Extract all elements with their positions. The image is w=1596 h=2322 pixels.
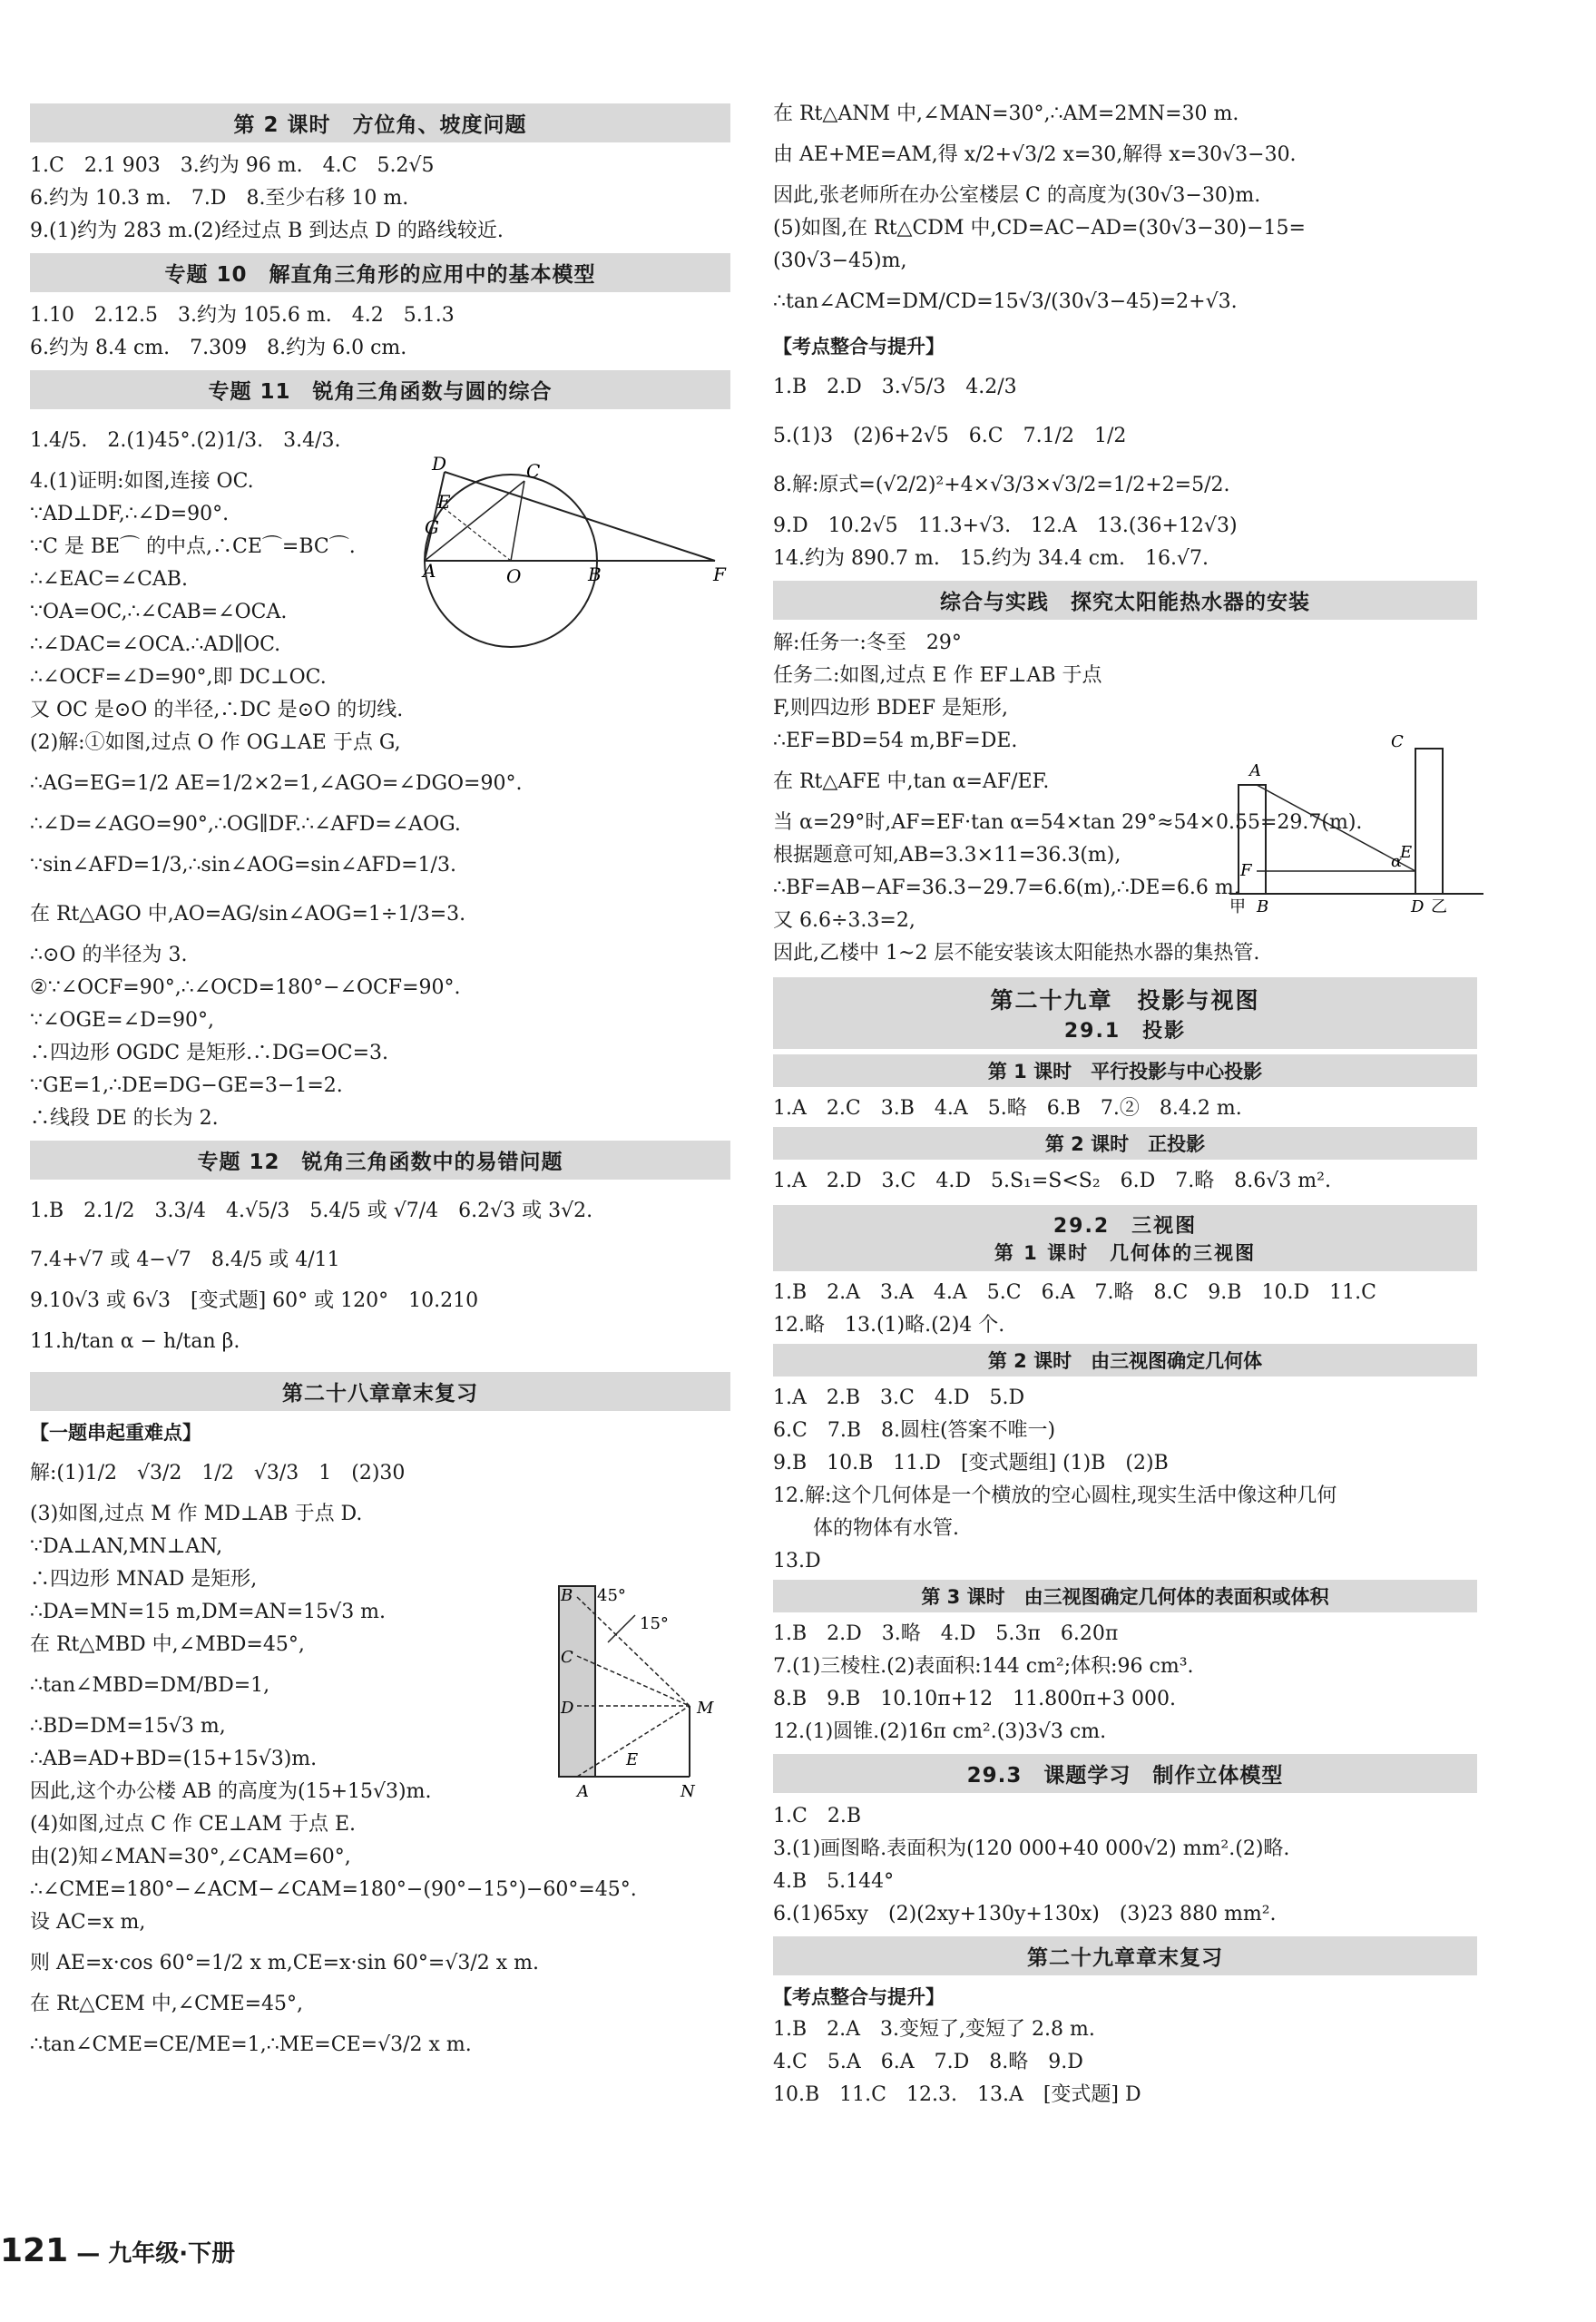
subsection-header: 第 2 课时 正投影 (773, 1127, 1477, 1160)
page-footer (0, 2232, 363, 2269)
section-header-topic12: 专题 12 锐角三角函数中的易错问题 (30, 1141, 730, 1180)
section-header-lesson2: 第 2 课时 方位角、坡度问题 (30, 103, 730, 142)
answer-line: ∴四边形 OGDC 是矩形.∴DG=OC=3. (30, 1042, 389, 1064)
answer-line: 1.B 2.D 3.略 4.D 5.3π 6.20π (773, 1622, 1119, 1645)
answer-line: 10.B 11.C 12.3. 13.A [变式题] D (773, 2083, 1141, 2106)
answer-line: 1.A 2.D 3.C 4.D 5.S₁=S<S₂ 6.D 7.略 8.6√3 m². (773, 1170, 1331, 1192)
svg-text:F: F (713, 563, 726, 585)
answer-line: 在 Rt△ANM 中,∠MAN=30°,∴AM=2MN=30 m. (773, 103, 1239, 125)
answer-line: 6.(1)65xy (2)(2xy+130y+130x) (3)23 880 mm². (773, 1903, 1277, 1925)
answer-line: (2)解:①如图,过点 O 作 OG⊥AE 于点 G, (30, 731, 401, 754)
answer-line: 1.4/5. 2.(1)45°.(2)1/3. 3.4/3. (30, 429, 341, 452)
section-header-topic11: 专题 11 锐角三角函数与圆的综合 (30, 370, 730, 409)
answer-line: 又 6.6÷3.3=2, (773, 909, 915, 932)
svg-text:N: N (681, 1782, 695, 1801)
svg-text:G: G (425, 516, 439, 538)
answer-line: 9.B 10.B 11.D [变式题组] (1)B (2)B (773, 1452, 1169, 1475)
answer-line: ②∵∠OCF=90°,∴∠OCD=180°−∠OCF=90°. (30, 976, 461, 999)
answer-line: 因此,乙楼中 1~2 层不能安装该太阳能热水器的集热管. (773, 942, 1260, 965)
svg-text:E: E (626, 1750, 639, 1769)
svg-text:C: C (526, 460, 541, 482)
answer-line: 解:(1)1/2 √3/2 1/2 √3/3 1 (2)30 (30, 1462, 406, 1484)
answer-line: 9.(1)约为 283 m.(2)经过点 B 到达点 D 的路线较近. (30, 220, 504, 242)
answer-line: ∴四边形 MNAD 是矩形, (30, 1568, 258, 1591)
answer-line: 9.D 10.2√5 11.3+√3. 12.A 13.(36+12√3) (773, 514, 1238, 537)
svg-text:O: O (506, 565, 522, 587)
answer-line: 任务二:如图,过点 E 作 EF⊥AB 于点 (773, 664, 1102, 687)
svg-text:A: A (423, 560, 436, 582)
section-title: 29.1 投影 (1063, 1020, 1187, 1043)
answer-line: 8.B 9.B 10.10π+12 11.800π+3 000. (773, 1688, 1177, 1710)
answer-line: 体的物体有水管. (773, 1517, 959, 1540)
answer-line: 11.h/tan α − h/tan β. (30, 1330, 240, 1353)
answer-line: 设 AC=x m, (30, 1911, 146, 1934)
answer-line: 3.(1)画图略.表面积为(120 000+40 000√2) mm².(2)略. (773, 1837, 1290, 1860)
answer-line: ∴∠DAC=∠OCA.∴AD∥OC. (30, 633, 281, 656)
answer-line: (4)如图,过点 C 作 CE⊥AM 于点 E. (30, 1813, 357, 1836)
svg-text:乙: 乙 (1431, 897, 1447, 916)
answer-line: 14.约为 890.7 m. 15.约为 34.4 cm. 16.√7. (773, 547, 1209, 570)
answer-line: 7.4+√7 或 4−√7 8.4/5 或 4/11 (30, 1249, 340, 1271)
answer-line: ∴tan∠CME=CE/ME=1,∴ME=CE=√3/2 x m. (30, 2033, 472, 2056)
circle-tangent-figure (425, 454, 733, 590)
answer-line: ∵OA=OC,∴∠CAB=∠OCA. (30, 601, 288, 623)
answer-line: ∵∠OGE=∠D=90°, (30, 1009, 215, 1032)
svg-text:D: D (432, 453, 447, 475)
bracket-heading: 【一题串起重难点】 (30, 1422, 201, 1444)
answer-line: 7.(1)三棱柱.(2)表面积:144 cm²;体积:96 cm³. (773, 1655, 1194, 1678)
answer-line: ∴tan∠MBD=DM/BD=1, (30, 1674, 270, 1697)
answer-line: 在 Rt△CEM 中,∠CME=45°, (30, 1993, 303, 2015)
answer-line: 4.C 5.A 6.A 7.D 8.略 9.D (773, 2051, 1083, 2073)
answer-line: ∵GE=1,∴DE=DG−GE=3−1=2. (30, 1074, 343, 1097)
answer-line: 在 Rt△AGO 中,AO=AG/sin∠AOG=1÷1/3=3. (30, 903, 466, 926)
answer-line: 6.C 7.B 8.圆柱(答案不唯一) (773, 1419, 1056, 1442)
svg-text:15°: 15° (640, 1614, 669, 1633)
answer-line: ∴AB=AD+BD=(15+15√3)m. (30, 1748, 318, 1770)
answer-line: 1.B 2.A 3.A 4.A 5.C 6.A 7.略 8.C 9.B 10.D 11.C (773, 1281, 1376, 1304)
answer-line: 1.B 2.1/2 3.3/4 4.√5/3 5.4/5 或 √7/4 6.2√3 或 3√2. (30, 1200, 593, 1222)
answer-line: 13.D (773, 1550, 821, 1572)
section-header-topic10: 专题 10 解直角三角形的应用中的基本模型 (30, 253, 730, 292)
svg-text:C: C (561, 1648, 573, 1667)
subsection-title: 第 1 课时 几何体的三视图 (994, 1242, 1257, 1264)
answer-line: ∴⊙O 的半径为 3. (30, 944, 188, 966)
chapter-title: 第二十九章 投影与视图 (990, 987, 1260, 1014)
bracket-heading: 【考点整合与提升】 (773, 336, 945, 358)
answer-line: 6.约为 10.3 m. 7.D 8.至少右移 10 m. (30, 187, 409, 210)
answer-line: 9.10√3 或 6√3 [变式题] 60° 或 120° 10.210 (30, 1289, 479, 1312)
right-column (773, 98, 1477, 2111)
answer-line: ∴AG=EG=1/2 AE=1/2×2=1,∠AGO=∠DGO=90°. (30, 772, 523, 795)
svg-text:B: B (561, 1586, 573, 1605)
chapter-header-29 (773, 977, 1477, 1049)
solar-heater-figure (1229, 732, 1493, 921)
footer-dash: — (76, 2240, 101, 2268)
svg-text:D: D (561, 1699, 574, 1718)
svg-text:A: A (1249, 761, 1261, 780)
answer-line: F,则四边形 BDEF 是矩形, (773, 697, 1008, 720)
answer-line: 当 α=29°时,AF=EF·tan α=54×tan 29°≈54×0.55=29.7(m). (773, 811, 1363, 834)
bracket-heading: 【考点整合与提升】 (773, 1986, 945, 2008)
answer-line: ∵sin∠AFD=1/3,∴sin∠AOG=sin∠AFD=1/3. (30, 854, 456, 877)
section-header-chapter29-review: 第二十九章章末复习 (773, 1936, 1477, 1975)
grade-label: 九年级·下册 (108, 2240, 236, 2268)
section-header-29-2 (773, 1205, 1477, 1271)
answer-line: 在 Rt△AFE 中,tan α=AF/EF. (773, 770, 1050, 793)
subsection-header: 第 1 课时 平行投影与中心投影 (773, 1054, 1477, 1087)
svg-text:E: E (437, 491, 451, 513)
answer-line: (3)如图,过点 M 作 MD⊥AB 于点 D. (30, 1503, 363, 1525)
subsection-header: 第 2 课时 由三视图确定几何体 (773, 1344, 1477, 1377)
svg-text:B: B (1257, 897, 1269, 916)
svg-text:α: α (1391, 852, 1403, 871)
section-title: 29.2 三视图 (1053, 1215, 1198, 1238)
answer-line: (30√3−45)m, (773, 250, 907, 272)
answer-line: 6.约为 8.4 cm. 7.309 8.约为 6.0 cm. (30, 337, 407, 359)
answer-line: 1.10 2.12.5 3.约为 105.6 m. 4.2 5.1.3 (30, 304, 455, 327)
svg-text:F: F (1240, 861, 1252, 880)
answer-line: 1.A 2.B 3.C 4.D 5.D (773, 1386, 1025, 1409)
answer-line: ∴BD=DM=15√3 m, (30, 1715, 226, 1738)
svg-text:C: C (1391, 732, 1404, 751)
answer-line: 因此,张老师所在办公室楼层 C 的高度为(30√3−30)m. (773, 184, 1261, 207)
answer-line: 由 AE+ME=AM,得 x/2+√3/2 x=30,解得 x=30√3−30. (773, 143, 1297, 166)
answer-line: 5.(1)3 (2)6+2√5 6.C 7.1/2 1/2 (773, 425, 1127, 447)
svg-text:甲: 甲 (1229, 897, 1246, 916)
svg-text:45°: 45° (597, 1586, 626, 1605)
answer-line: 12.(1)圆锥.(2)16π cm².(3)3√3 cm. (773, 1720, 1107, 1743)
subsection-header: 第 3 课时 由三视图确定几何体的表面积或体积 (773, 1580, 1477, 1612)
answer-line: 因此,这个办公楼 AB 的高度为(15+15√3)m. (30, 1780, 432, 1803)
answer-line: ∴EF=BD=54 m,BF=DE. (773, 730, 1018, 752)
answer-line: 1.C 2.B (773, 1805, 861, 1827)
answer-line: 12.略 13.(1)略.(2)4 个. (773, 1314, 1005, 1337)
svg-text:D: D (1411, 897, 1425, 916)
answer-line: 根据题意可知,AB=3.3×11=36.3(m), (773, 844, 1121, 867)
answer-line: 8.解:原式=(√2/2)²+4×√3/3×√3/2=1/2+2=5/2. (773, 474, 1230, 496)
section-header-chapter28-review: 第二十八章章末复习 (30, 1372, 730, 1411)
answer-line: 1.A 2.C 3.B 4.A 5.略 6.B 7.② 8.4.2 m. (773, 1097, 1242, 1120)
answer-line: 解:任务一:冬至 29° (773, 632, 962, 654)
section-header-practice: 综合与实践 探究太阳能热水器的安装 (773, 581, 1477, 620)
answer-line: ∴DA=MN=15 m,DM=AN=15√3 m. (30, 1601, 387, 1623)
building-angle-figure (553, 1579, 735, 1801)
page-number: 121 (0, 2232, 69, 2269)
answer-line: ∴∠D=∠AGO=90°,∴OG∥DF.∴∠AFD=∠AOG. (30, 813, 461, 836)
answer-line: ∴tan∠ACM=DM/CD=15√3/(30√3−45)=2+√3. (773, 290, 1238, 313)
answer-line: ∴BF=AB−AF=36.3−29.7=6.6(m),∴DE=6.6 m. (773, 877, 1240, 899)
answer-line: 由(2)知∠MAN=30°,∠CAM=60°, (30, 1846, 351, 1868)
answer-line: 1.B 2.A 3.变短了,变短了 2.8 m. (773, 2018, 1095, 2041)
answer-line: 4.(1)证明:如图,连接 OC. (30, 470, 254, 493)
answer-line: ∴∠EAC=∠CAB. (30, 568, 188, 591)
svg-text:E: E (1400, 843, 1413, 862)
svg-text:A: A (577, 1782, 589, 1801)
answer-line: ∴∠OCF=∠D=90°,即 DC⊥OC. (30, 666, 327, 689)
answer-line: ∵AD⊥DF,∴∠D=90°. (30, 503, 230, 525)
svg-text:M: M (697, 1699, 714, 1718)
answer-line: ∴线段 DE 的长为 2. (30, 1107, 219, 1130)
answer-line: ∴∠CME=180°−∠ACM−∠CAM=180°−(90°−15°)−60°=45°. (30, 1878, 637, 1901)
answer-line: ∵C 是 BE⌒ 的中点,∴CE⌒=BC⌒. (30, 535, 356, 558)
answer-line: 在 Rt△MBD 中,∠MBD=45°, (30, 1633, 305, 1656)
answer-line: (5)如图,在 Rt△CDM 中,CD=AC−AD=(30√3−30)−15= (773, 217, 1306, 240)
answer-line: 则 AE=x·cos 60°=1/2 x m,CE=x·sin 60°=√3/2 x m. (30, 1952, 540, 1974)
answer-line: 1.B 2.D 3.√5/3 4.2/3 (773, 376, 1017, 398)
answer-line: ∵DA⊥AN,MN⊥AN, (30, 1535, 223, 1558)
answer-line: 又 OC 是⊙O 的半径,∴DC 是⊙O 的切线. (30, 699, 404, 721)
answer-line: 4.B 5.144° (773, 1870, 895, 1893)
section-header-29-3: 29.3 课题学习 制作立体模型 (773, 1754, 1477, 1793)
answer-line: 12.解:这个几何体是一个横放的空心圆柱,现实生活中像这种几何 (773, 1484, 1337, 1507)
answer-line: 1.C 2.1 903 3.约为 96 m. 4.C 5.2√5 (30, 154, 435, 177)
svg-text:B: B (588, 563, 602, 585)
